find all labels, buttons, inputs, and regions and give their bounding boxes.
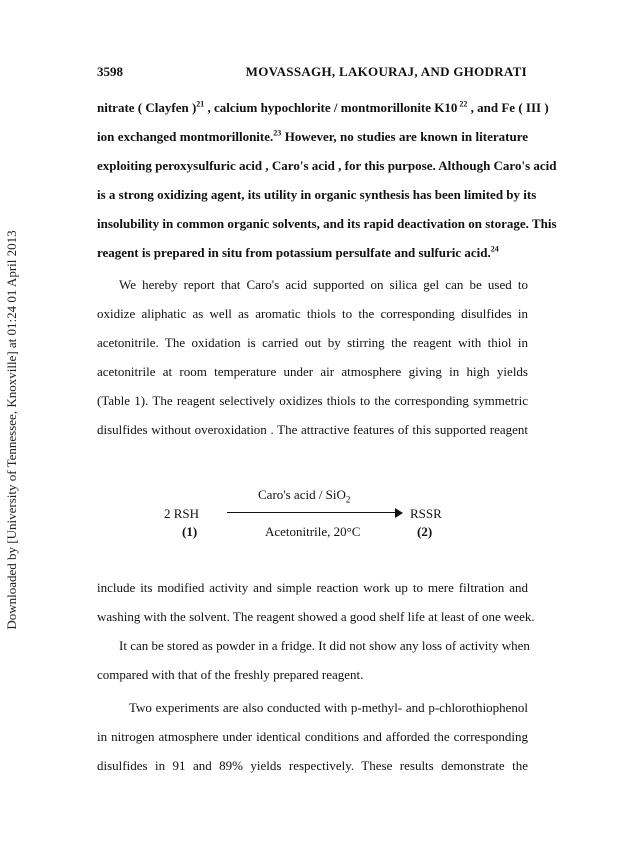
text-line: insolubility in common organic solvents, and its rapid deactivation on storage. This [97,216,557,231]
scheme-reactant-number: (1) [182,524,198,539]
scheme-product-number: (2) [417,524,433,539]
scheme-conditions: Acetonitrile, 20°C [265,524,361,539]
text-line: include its modified activity and simple reaction work up to mere filtration and [97,580,528,595]
page-number: 3598 [97,64,123,79]
scheme-reactant: 2 RSH [164,506,200,521]
text-line: (Table 1). The reagent selectively oxidizes thiols to the corresponding symmetric [97,393,528,408]
paragraph-report [97,270,528,444]
text-line: disulfides in 91 and 89% yields respectively. These results demonstrate the [97,758,528,773]
running-head-authors: MOVASSAGH, LAKOURAJ, AND GHODRATI [245,64,527,79]
scheme-product: RSSR [410,506,442,521]
reaction-scheme [160,487,480,547]
text-line: ion exchanged montmorillonite.$^{23}$ However, no studies are known in literature [97,128,528,144]
text-line: acetonitrile at room temperature under air atmosphere giving in high yields [97,364,528,379]
text-line: Two experiments are also conducted with p-methyl- and p-chlorothiophenol [129,700,528,715]
text-line: acetonitrile. The oxidation is carried out by stirring the reagent with thiol in [97,335,528,350]
citation-ref: 22 [457,99,468,109]
text-line: It can be stored as powder in a fridge. It did not show any loss of activity when [119,638,530,653]
reaction-arrowhead [395,508,403,518]
download-watermark-text: Downloaded by [University of Tennessee, Knoxville] at 01:24 01 April 2013 [4,230,19,630]
text-line: in nitrogen atmosphere under identical conditions and afforded the corresponding [97,729,528,744]
text-line: oxidize aliphatic as well as aromatic thiols to the corresponding disulfides in [97,306,528,321]
citation-ref: 24 [490,244,499,254]
reaction-arrow [227,512,397,513]
citation-ref: 21 [196,99,205,109]
text-line: reagent is prepared in situ from potassium persulfate and sulfuric acid.$^{24}$ [97,244,499,260]
download-watermark [2,210,22,650]
paragraph-intro [97,93,557,267]
text-line: disulfides without overoxidation . The attractive features of this supported reagent [97,422,528,437]
citation-ref: 23 [273,128,282,138]
text-line: is a strong oxidizing agent, its utility in organic synthesis has been limited by its [97,187,537,202]
text-line: exploiting peroxysulfuric acid , Caro's acid , for this purpose. Although Caro's acid [97,158,557,173]
paragraph-experiments [97,693,528,780]
page-header [97,64,527,80]
text-line: nitrate ( Clayfen )$^{21}$ , calcium hypochlorite / montmorillonite K10 $^{22}$ , and Fe ( III ) [97,99,549,115]
text-line: compared with that of the freshly prepared reagent. [97,667,364,682]
paragraph-features [97,573,535,689]
text-line: We hereby report that Caro's acid supported on silica gel can be used to [119,277,528,292]
text-line: washing with the solvent. The reagent showed a good shelf life at least of one week. [97,609,535,624]
scheme-reagent: Caro's acid / SiO$_2$ [258,487,351,505]
